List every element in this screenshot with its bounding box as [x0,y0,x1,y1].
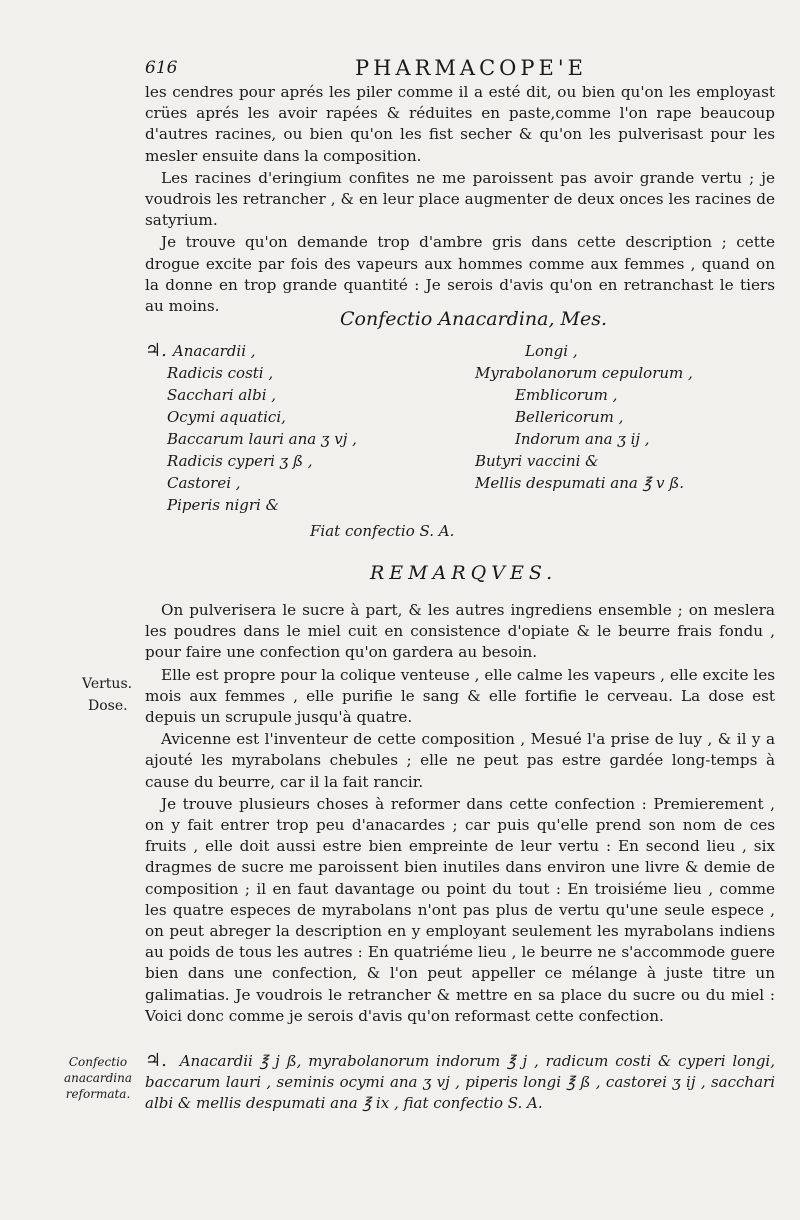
paragraph: On pulverisera le sucre à part, & les autres ingrediens ensemble ; on meslera les poudres dans le miel cuit en consistence d'opiate & le beurre frais fondu , pour faire une confection qu'on gardera au besoin. [145,601,775,662]
page-header [145,52,760,82]
ingredients-right-column [475,340,745,494]
recipe-instruction: Fiat confectio S. A. [310,522,455,540]
paragraph: Avicenne est l'inventeur de cette composition , Mesué l'a prise de luy , & il y a ajouté les myrabolans chebules ; elle ne peut pas estre gardée long-temps à cause du beurre, car il la fait rancir. [145,730,775,791]
page-number: 616 [145,58,178,78]
remarques-text [145,600,775,1028]
ingredient: Radicis cyperi ʒ ß , [167,452,313,470]
recipe-symbol: ♃. [145,1050,167,1071]
paragraph: les cendres pour aprés les piler comme il a esté dit, ou bien qu'on les employast crües aprés les avoir rapées & réduites en paste,comme l'on rape beaucoup d'autres racines, ou bien qu'on les fist secher & qu'on les pulverisast pour les mesler ensuite dans la composition. [145,83,775,165]
margin-note-reformata: Confectio anacardina reformata. [63,1055,133,1101]
ingredient: Butyri vaccini & [475,452,599,470]
intro-text [145,82,775,318]
ingredient: Baccarum lauri ana ʒ vj , [167,430,357,448]
ingredient: ♃. Anacardii , [145,340,256,361]
ingredient: Myrabolanorum cepulorum , [475,364,693,382]
paragraph: Je trouve qu'on demande trop d'ambre gris dans cette description ; cette drogue excite par fois des vapeurs aux hommes comme aux femmes , quand on la donne en trop grande quantité : Je serois d'avis qu'on en retranchast le tiers au moins. [145,233,775,316]
paragraph: Elle est propre pour la colique venteuse , elle calme les vapeurs , elle excite les mois aux femmes , elle purifie le sang & elle fortifie le cerveau. La dose est depuis un scrupule jusqu'à quatre. [145,665,775,727]
paragraph: Les racines d'eringium confites ne me paroissent pas avoir grande vertu ; je voudrois les retrancher , & en leur place augmenter de deux onces les racines de satyrium. [145,168,775,230]
ingredient: Radicis costi , [167,364,274,382]
ingredient: Piperis nigri & [167,496,279,514]
reformed-recipe [145,1050,775,1114]
margin-note-dose: Dose. [88,698,128,714]
reformed-recipe-text: Anacardii ℥ j ß, myrabolanorum indorum ℥ j , radicum costi & cyperi longi, baccarum lauri , seminis ocymi ana ʒ vj , piperis longi ℥ ß , castorei ʒ ij , sacchari albi & mellis despumati ana ℥ ix , fiat confectio S. A. [145,1052,775,1112]
ingredient: Longi , [525,342,578,360]
ingredient: Sacchari albi , [167,386,277,404]
recipe-title: Confectio Anacardina, Mes. [340,308,608,330]
ingredient: Indorum ana ʒ ij , [515,430,650,448]
margin-note-vertus: Vertus. [82,676,133,692]
ingredients-left-column [145,340,455,516]
remarques-title: REMARQVES. [370,562,558,584]
ingredient: Ocymi aquatici, [167,408,286,426]
recipe-symbol: ♃. [145,340,167,361]
paragraph: Je trouve plusieurs choses à reformer dans cette confection : Premierement , on y fait entrer trop peu d'anacardes ; car puis qu'elle prend son nom de ces fruits , elle doit aussi estre bien empreinte de leur vertu : En second lieu , six dragmes de sucre me paroissent bien inutiles dans environ une livre & demie de composition ; il en faut davantage ou point du tout : En troisiéme lieu , comme les quatre especes de myrabolans n'ont pas plus de vertu qu'une seule espece , on peut abreger la description en y employant seulement les myrabolans indiens au poids de tous les autres : En quatriéme lieu , le beurre ne s'accommode guere bien dans une confection, & l'on peut appeller ce mélange à juste titre un galimatias. Je voudrois le retrancher & mettre en sa place du sucre ou du miel : Voici donc comme je serois d'avis qu'on reformast cette confection. [145,794,775,1025]
ingredient: Castorei , [167,474,241,492]
ingredient: Emblicorum , [515,386,618,404]
ingredient: Bellericorum , [515,408,624,426]
recipe-ingredients [145,340,745,520]
running-title: PHARMACOPE'E [355,56,587,80]
ingredient: Mellis despumati ana ℥ v ß. [475,474,685,492]
